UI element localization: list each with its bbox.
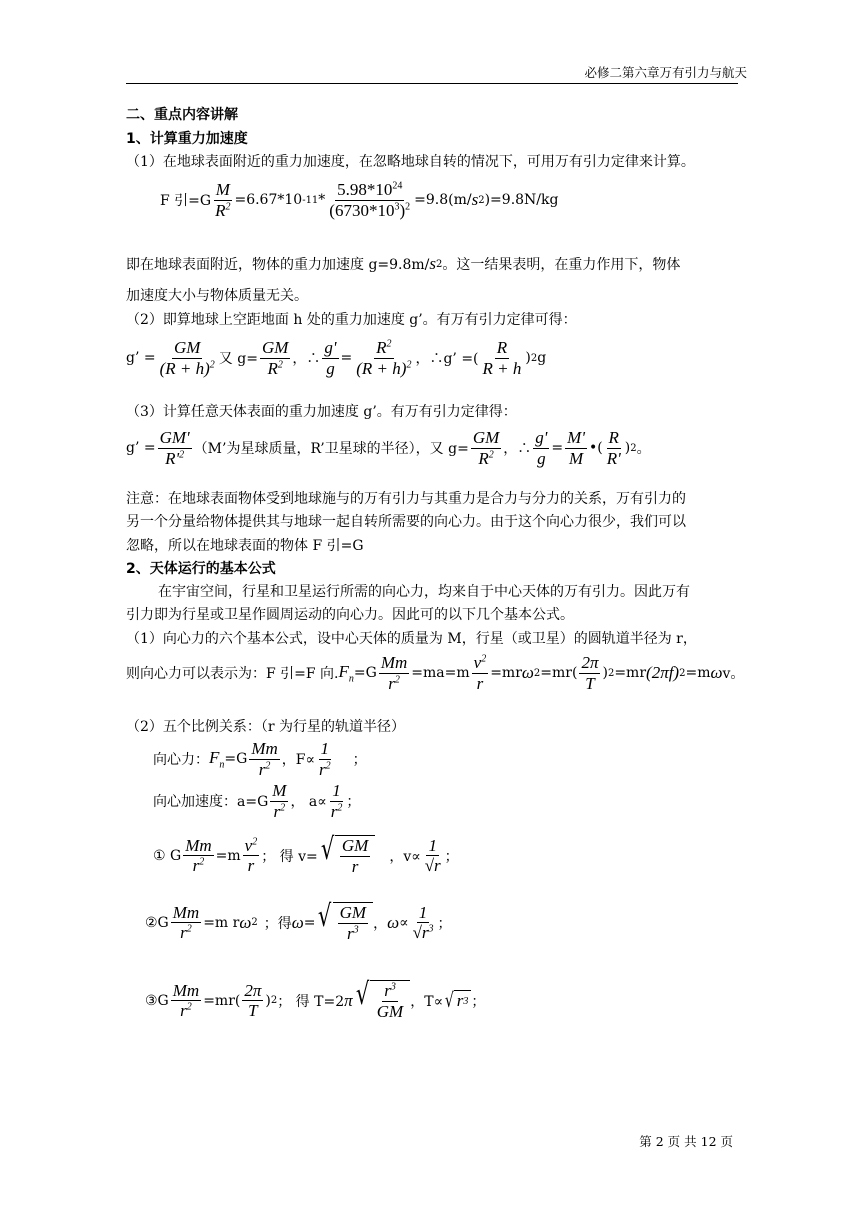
s1-p1: （1）在地球表面附近的重力加速度，在忽略地球自转的情况下，可用万有引力定律来计算。 bbox=[126, 154, 695, 170]
s2-p5: （2）五个比例关系：（r 为行星的轨道半径） bbox=[126, 719, 406, 735]
ratio-omega: ②G $\frac{Mm}{r^2}$ =m r ω 2 ；得 ω = √ $\frac{GM}{r^3}$ ， ω ∝ $\frac{1}{√r^3}$ ； bbox=[145, 899, 452, 943]
s2-title: 2、天体运行的基本公式 bbox=[126, 561, 276, 577]
s1-p2: 即在地球表面附近，物体的重力加速度 g=9.8m/ s 2 。这一结果表明，在重力作用下，物体 bbox=[126, 254, 681, 273]
eq-centripetal-force: 则向心力可以表示为：F 引=F 向. $F_n$ =G $\frac{Mm}{r^2}$ =ma=m $\frac{v^2}{r}$ =mr ω 2 =mr( $\frac{2\pi}{T}$ ) 2 =mr (2πf) 2 =m ω v。 bbox=[126, 653, 745, 693]
eq-gravity-earth: F 引=G $\frac{M}{R^2}$ =6.67*10 -11 * $\frac{5.98*10^{24}}{(6730*10^3)^2}$ =9.8(m/ s 2 )=9.8N/kg bbox=[160, 180, 559, 220]
s1-note3: 忽略，所以在地球表面的物体 F 引=G bbox=[126, 538, 364, 554]
s1-title: 1、计算重力加速度 bbox=[126, 131, 248, 147]
s1-p2c: 加速度大小与物体质量无关。 bbox=[126, 288, 308, 304]
ratio-force: 向心力： $F_n$ =G $\frac{Mm}{r^2}$ ，F∝ $\frac{1}{r^2}$ ； bbox=[153, 739, 367, 779]
eq-gravity-planet: g’ = $\frac{GM'}{R'^2}$ （M’为星球质量，R’卫星球的半径），又 g= $\frac{GM}{R^2}$ ，∴ $\frac{g'}{g}$ = $\frac{M'}{M}$ •( $\frac{R}{R'}$ ) 2 。 bbox=[126, 428, 651, 468]
s1-note1: 注意：在地球表面物体受到地球施与的万有引力与其重力是合力与分力的关系，万有引力的 bbox=[126, 491, 686, 507]
s2-p2: 引力即为行星或卫星作圆周运动的向心力。因此可的以下几个基本公式。 bbox=[126, 607, 574, 623]
page-footer: 第 2 页 共 12 页 bbox=[639, 1134, 733, 1149]
ratio-period: ③G $\frac{Mm}{r^2}$ =mr( $\frac{2\pi}{T}$ ) 2 ； 得 T=2 π √ $\frac{r^3}{GM}$ ，T∝ √ r 3 ； bbox=[145, 977, 486, 1021]
eq-gravity-height: g’ = $\frac{GM}{(R + h)^2}$ 又 g= $\frac{GM}{R^2}$ ，∴ $\frac{g'}{g}$ = $\frac{R^2}{(R + h)^2}$ ，∴g’ =( $\frac{R}{R + h}$ ) 2 g bbox=[126, 338, 547, 378]
s1-p3: （2）即算地球上空距地面 h 处的重力加速度 g’。有万有引力定律可得： bbox=[126, 312, 577, 328]
s2-p3: （1）向心力的六个基本公式，设中心天体的质量为 M，行星（或卫星）的圆轨道半径为 r， bbox=[126, 631, 697, 647]
s1-note2: 另一个分量给物体提供其与地球一起自转所需要的向心力。由于这个向心力很少，我们可以 bbox=[126, 514, 686, 530]
s2-p1: 在宇宙空间，行星和卫星运行所需的向心力，均来自于中心天体的万有引力。因此万有 bbox=[158, 584, 690, 600]
header-rule bbox=[126, 83, 738, 84]
page-header: 必修二第六章万有引力与航天 bbox=[584, 65, 747, 80]
ratio-accel: 向心加速度：a=G $\frac{M}{r^2}$ ， a∝ $\frac{1}{r^2}$ ； bbox=[153, 781, 361, 821]
ratio-velocity: ① G $\frac{Mm}{r^2}$ =m $\frac{v^2}{r}$ ； 得 v= √ $\frac{GM}{r}$ ，v∝ $\frac{1}{√r}$ ； bbox=[153, 832, 459, 876]
s1-p4: （3）计算任意天体表面的重力加速度 g’。有万有引力定律得： bbox=[126, 404, 517, 420]
section-title: 二、重点内容讲解 bbox=[126, 107, 238, 123]
